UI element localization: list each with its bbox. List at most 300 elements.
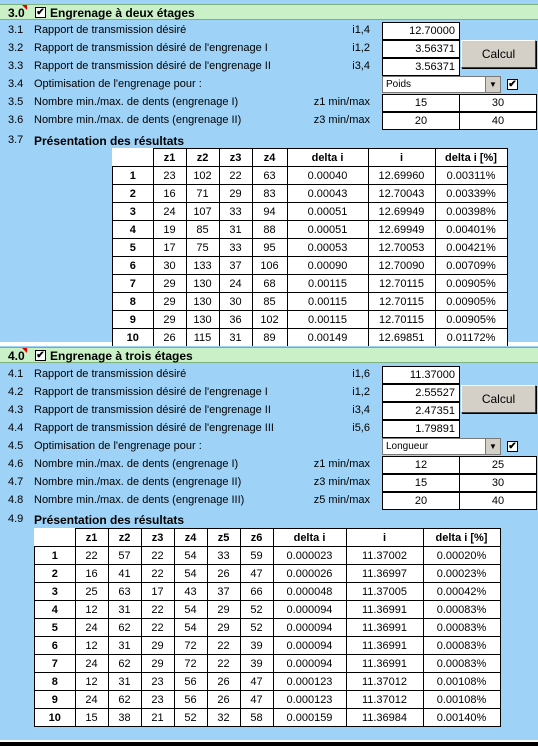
row-number: 3.1: [8, 24, 24, 36]
table-header-row: [35, 529, 501, 547]
value-field[interactable]: 2.55527: [382, 384, 460, 402]
table-cell: 11.37012: [346, 673, 423, 691]
table-cell: 12.70115: [368, 293, 435, 311]
row-label: Optimisation de l'engrenage pour :: [34, 440, 202, 452]
table-cell: 19: [153, 221, 186, 239]
table-cell: 130: [186, 275, 219, 293]
row-number: 4.8: [8, 494, 24, 506]
table-cell: 0.00053: [287, 239, 368, 257]
table-cell: 24: [153, 203, 186, 221]
table-cell: 57: [108, 547, 141, 565]
row-number: 3.4: [8, 78, 24, 90]
table-cell: 130: [186, 311, 219, 329]
table-cell: 24: [75, 691, 108, 709]
table-row: [35, 547, 501, 565]
table-cell: 22: [219, 167, 252, 185]
comment-marker-icon: [22, 5, 27, 10]
table-cell: 38: [108, 709, 141, 727]
table-cell: 22: [141, 547, 174, 565]
table-cell: 52: [240, 619, 273, 637]
results-title: Présentation des résultats: [34, 134, 185, 148]
table-cell: 4: [35, 601, 76, 619]
table-cell: 88: [252, 221, 287, 239]
value-field[interactable]: 3.56371: [382, 58, 460, 76]
table-cell: 54: [174, 565, 207, 583]
column-header: z4: [174, 529, 207, 547]
table-cell: 12.70053: [368, 239, 435, 257]
column-header: z1: [153, 149, 186, 167]
table-cell: 12.69960: [368, 167, 435, 185]
row-label: Rapport de transmission désiré de l'engrenage III: [34, 422, 274, 434]
table-cell: 12.69851: [368, 329, 435, 347]
select-value: Poids: [386, 79, 412, 90]
table-cell: 29: [153, 275, 186, 293]
optimisation-select[interactable]: [382, 438, 501, 455]
results-title: Présentation des résultats: [34, 513, 185, 527]
table-cell: 0.00311%: [435, 167, 507, 185]
table-cell: 15: [75, 709, 108, 727]
param-row: [0, 58, 538, 76]
table-cell: 130: [186, 293, 219, 311]
table-cell: 0.000026: [273, 565, 346, 583]
row-symbol: z1 min/max: [313, 96, 370, 108]
table-cell: 0.00023%: [423, 565, 500, 583]
max-value-field[interactable]: 25: [459, 456, 537, 474]
table-cell: 0.00042%: [423, 583, 500, 601]
table-cell: 5: [35, 619, 76, 637]
table-cell: 17: [153, 239, 186, 257]
table-cell: 24: [75, 619, 108, 637]
optimisation-checkbox[interactable]: ✔: [508, 79, 517, 90]
table-cell: 0.00020%: [423, 547, 500, 565]
table-cell: 29: [141, 637, 174, 655]
table-cell: 0.00043: [287, 185, 368, 203]
table-cell: 0.00115: [287, 311, 368, 329]
table-cell: 39: [240, 637, 273, 655]
table-cell: 75: [186, 239, 219, 257]
table-cell: 0.00083%: [423, 637, 500, 655]
section-number: 4.0: [8, 349, 25, 363]
section-4-header: [0, 347, 538, 363]
table-row: [35, 637, 501, 655]
row-symbol: z3 min/max: [313, 114, 370, 126]
table-row: [113, 185, 508, 203]
row-symbol: i1,2: [352, 42, 370, 54]
row-symbol: i3,4: [352, 60, 370, 72]
table-cell: 106: [252, 257, 287, 275]
row-number: 4.1: [8, 368, 24, 380]
column-header: delta i: [287, 149, 368, 167]
table-cell: 0.01172%: [435, 329, 507, 347]
table-row: [35, 601, 501, 619]
row-label: Nombre min./max. de dents (engrenage II): [34, 476, 242, 488]
param-row: [0, 456, 538, 474]
table-cell: 115: [186, 329, 219, 347]
table-cell: 12.70115: [368, 275, 435, 293]
table-row: [35, 583, 501, 601]
table-cell: 12.70090: [368, 257, 435, 275]
table-cell: 62: [108, 619, 141, 637]
table-cell: 11.36991: [346, 619, 423, 637]
max-value-field[interactable]: 40: [459, 492, 537, 510]
table-cell: 133: [186, 257, 219, 275]
table-cell: 0.000123: [273, 691, 346, 709]
table-cell: 72: [174, 637, 207, 655]
table-cell: 0.00115: [287, 275, 368, 293]
param-row: [0, 94, 538, 112]
table-cell: 12.70043: [368, 185, 435, 203]
table-row: [35, 709, 501, 727]
calcul-button-3[interactable]: Calcul: [461, 40, 536, 68]
table-cell: 54: [174, 547, 207, 565]
table-cell: 23: [141, 691, 174, 709]
section-3-checkbox[interactable]: ✔: [36, 7, 45, 18]
max-value-field[interactable]: 30: [459, 94, 537, 112]
row-symbol: i1,2: [352, 386, 370, 398]
row-label: Rapport de transmission désiré: [34, 368, 187, 380]
select-value: Longueur: [386, 441, 429, 452]
table-cell: 7: [113, 275, 154, 293]
table-cell: 6: [35, 637, 76, 655]
table-row: [35, 673, 501, 691]
table-row: [35, 691, 501, 709]
table-cell: 52: [174, 709, 207, 727]
row-label: Nombre min./max. de dents (engrenage II): [34, 114, 242, 126]
table-cell: 12: [75, 637, 108, 655]
table-row: [113, 167, 508, 185]
table-row: [113, 221, 508, 239]
table-cell: 11.37012: [346, 691, 423, 709]
param-row: [0, 76, 538, 94]
table-row: [113, 329, 508, 347]
column-header: z1: [75, 529, 108, 547]
param-row: [0, 402, 538, 420]
table-cell: 30: [219, 293, 252, 311]
table-cell: 0.000023: [273, 547, 346, 565]
column-header: z6: [240, 529, 273, 547]
corner-cell: [35, 529, 76, 547]
row-number: 4.7: [8, 476, 24, 488]
table-cell: 71: [186, 185, 219, 203]
table-cell: 0.00905%: [435, 311, 507, 329]
table-cell: 24: [75, 655, 108, 673]
table-cell: 0.00905%: [435, 275, 507, 293]
param-row: [0, 438, 538, 456]
table-cell: 72: [174, 655, 207, 673]
results-heading-4: [0, 511, 538, 529]
row-label: Rapport de transmission désiré: [34, 24, 187, 36]
table-cell: 26: [207, 691, 240, 709]
table-cell: 26: [153, 329, 186, 347]
table-cell: 102: [252, 311, 287, 329]
table-cell: 0.00090: [287, 257, 368, 275]
column-header: z3: [219, 149, 252, 167]
column-header: z5: [207, 529, 240, 547]
row-symbol: z1 min/max: [313, 458, 370, 470]
table-cell: 0.00905%: [435, 293, 507, 311]
table-cell: 43: [174, 583, 207, 601]
table-cell: 29: [153, 293, 186, 311]
max-value-field[interactable]: 30: [459, 474, 537, 492]
table-cell: 12: [75, 673, 108, 691]
table-cell: 33: [219, 239, 252, 257]
table-cell: 12.69949: [368, 221, 435, 239]
table-cell: 0.00051: [287, 203, 368, 221]
row-label: Nombre min./max. de dents (engrenage I): [34, 96, 239, 108]
table-cell: 39: [240, 655, 273, 673]
row-symbol: i5,6: [352, 422, 370, 434]
table-cell: 31: [219, 221, 252, 239]
comment-marker-icon: [22, 348, 27, 353]
section-3-header: [0, 4, 538, 20]
param-row: [0, 366, 538, 384]
table-cell: 8: [35, 673, 76, 691]
param-row: [0, 384, 538, 402]
table-cell: 0.00083%: [423, 655, 500, 673]
table-cell: 62: [108, 691, 141, 709]
table-cell: 0.00398%: [435, 203, 507, 221]
optimisation-select[interactable]: [382, 76, 501, 93]
row-number: 3.6: [8, 114, 24, 126]
row-label: Rapport de transmission désiré de l'engrenage I: [34, 42, 268, 54]
table-cell: 12.69949: [368, 203, 435, 221]
table-cell: 0.000123: [273, 673, 346, 691]
row-number: 4.6: [8, 458, 24, 470]
table-cell: 0.00040: [287, 167, 368, 185]
table-cell: 29: [153, 311, 186, 329]
row-symbol: i1,6: [352, 368, 370, 380]
table-cell: 1: [113, 167, 154, 185]
param-row: [0, 420, 538, 438]
table-cell: 22: [207, 655, 240, 673]
param-row: [0, 40, 538, 58]
table-cell: 0.000048: [273, 583, 346, 601]
table-row: [35, 655, 501, 673]
column-header: delta i: [273, 529, 346, 547]
table-cell: 36: [219, 311, 252, 329]
row-number: 4.2: [8, 386, 24, 398]
table-cell: 54: [174, 619, 207, 637]
row-number: 4.5: [8, 440, 24, 452]
table-cell: 0.000159: [273, 709, 346, 727]
table-row: [113, 257, 508, 275]
table-cell: 22: [141, 565, 174, 583]
row-number: 3.3: [8, 60, 24, 72]
table-cell: 11.36991: [346, 637, 423, 655]
table-cell: 47: [240, 691, 273, 709]
row-number: 3.5: [8, 96, 24, 108]
value-field[interactable]: 15: [382, 474, 460, 492]
table-cell: 0.00709%: [435, 257, 507, 275]
row-number: 4.4: [8, 422, 24, 434]
table-cell: 31: [108, 637, 141, 655]
param-row: [0, 492, 538, 510]
table-cell: 95: [252, 239, 287, 257]
table-cell: 0.000094: [273, 619, 346, 637]
table-cell: 52: [240, 601, 273, 619]
row-label: Rapport de transmission désiré de l'engrenage II: [34, 60, 271, 72]
row-label: Rapport de transmission désiré de l'engrenage I: [34, 386, 268, 398]
table-cell: 11.37002: [346, 547, 423, 565]
table-cell: 26: [207, 673, 240, 691]
table-cell: 10: [113, 329, 154, 347]
table-cell: 16: [153, 185, 186, 203]
table-cell: 22: [75, 547, 108, 565]
table-cell: 11.36997: [346, 565, 423, 583]
table-cell: 26: [207, 565, 240, 583]
table-cell: 29: [207, 619, 240, 637]
table-cell: 23: [153, 167, 186, 185]
table-cell: 56: [174, 691, 207, 709]
table-cell: 11.36984: [346, 709, 423, 727]
table-cell: 66: [240, 583, 273, 601]
row-symbol: i1,4: [352, 24, 370, 36]
table-row: [113, 293, 508, 311]
table-cell: 2: [113, 185, 154, 203]
table-cell: 37: [219, 257, 252, 275]
table-cell: 1: [35, 547, 76, 565]
table-cell: 85: [252, 293, 287, 311]
section-title: Engrenage à trois étages: [50, 349, 193, 363]
table-cell: 25: [75, 583, 108, 601]
row-number: 3.7: [8, 134, 24, 146]
table-cell: 0.000094: [273, 655, 346, 673]
table-row: [113, 203, 508, 221]
row-symbol: i3,4: [352, 404, 370, 416]
table-cell: 41: [108, 565, 141, 583]
row-number: 3.2: [8, 42, 24, 54]
table-cell: 31: [108, 673, 141, 691]
row-number: 4.3: [8, 404, 24, 416]
max-value-field[interactable]: 40: [459, 112, 537, 130]
table-cell: 9: [113, 311, 154, 329]
table-cell: 0.00051: [287, 221, 368, 239]
table-cell: 107: [186, 203, 219, 221]
table-cell: 9: [35, 691, 76, 709]
value-field[interactable]: 20: [382, 112, 460, 130]
value-field[interactable]: 20: [382, 492, 460, 510]
column-header: z3: [141, 529, 174, 547]
column-header: z2: [186, 149, 219, 167]
table-cell: 30: [153, 257, 186, 275]
value-field[interactable]: 15: [382, 94, 460, 112]
table-cell: 0.00115: [287, 293, 368, 311]
column-header: z2: [108, 529, 141, 547]
table-cell: 32: [207, 709, 240, 727]
table-row: [35, 565, 501, 583]
param-row: [0, 112, 538, 130]
value-field[interactable]: 12.70000: [382, 22, 460, 40]
row-label: Nombre min./max. de dents (engrenage III): [34, 494, 245, 506]
table-cell: 0.00149: [287, 329, 368, 347]
table-cell: 3: [113, 203, 154, 221]
row-symbol: z3 min/max: [313, 476, 370, 488]
table-cell: 2: [35, 565, 76, 583]
table-cell: 33: [207, 547, 240, 565]
table-cell: 54: [174, 601, 207, 619]
table-cell: 31: [108, 601, 141, 619]
table-cell: 22: [207, 637, 240, 655]
row-symbol: z5 min/max: [313, 494, 370, 506]
value-field[interactable]: 2.47351: [382, 402, 460, 420]
table-cell: 11.36991: [346, 655, 423, 673]
table-row: [113, 239, 508, 257]
table-cell: 4: [113, 221, 154, 239]
table-cell: 31: [219, 329, 252, 347]
value-field[interactable]: 3.56371: [382, 40, 460, 58]
table-cell: 0.00421%: [435, 239, 507, 257]
column-header: i: [346, 529, 423, 547]
chevron-down-icon[interactable]: ▼: [485, 439, 500, 454]
table-cell: 29: [219, 185, 252, 203]
chevron-down-icon[interactable]: ▼: [485, 77, 500, 92]
optimisation-checkbox[interactable]: ✔: [508, 441, 517, 452]
table-cell: 58: [240, 709, 273, 727]
table-cell: 85: [186, 221, 219, 239]
table-cell: 68: [252, 275, 287, 293]
table-cell: 0.00140%: [423, 709, 500, 727]
table-cell: 63: [252, 167, 287, 185]
results-table-4: [34, 528, 501, 727]
table-row: [35, 619, 501, 637]
table-cell: 21: [141, 709, 174, 727]
table-cell: 8: [113, 293, 154, 311]
param-row: [0, 474, 538, 492]
table-header-row: [113, 149, 508, 167]
section-4-checkbox[interactable]: ✔: [36, 350, 45, 361]
table-cell: 23: [141, 673, 174, 691]
table-cell: 0.00339%: [435, 185, 507, 203]
table-cell: 22: [141, 619, 174, 637]
table-cell: 22: [141, 601, 174, 619]
table-cell: 59: [240, 547, 273, 565]
table-cell: 89: [252, 329, 287, 347]
table-cell: 47: [240, 673, 273, 691]
table-cell: 56: [174, 673, 207, 691]
table-row: [113, 275, 508, 293]
table-cell: 63: [108, 583, 141, 601]
value-field[interactable]: 12: [382, 456, 460, 474]
calcul-button-4[interactable]: Calcul: [461, 385, 536, 413]
table-cell: 0.00401%: [435, 221, 507, 239]
table-cell: 12: [75, 601, 108, 619]
table-cell: 29: [141, 655, 174, 673]
row-number: 4.9: [8, 513, 24, 525]
table-cell: 24: [219, 275, 252, 293]
table-cell: 0.00108%: [423, 691, 500, 709]
column-header: delta i [%]: [423, 529, 500, 547]
table-cell: 16: [75, 565, 108, 583]
param-row: [0, 22, 538, 40]
value-field[interactable]: 11.37000: [382, 366, 460, 384]
table-cell: 83: [252, 185, 287, 203]
results-table-3: [112, 148, 508, 347]
table-cell: 102: [186, 167, 219, 185]
column-header: i: [368, 149, 435, 167]
table-cell: 11.36991: [346, 601, 423, 619]
table-cell: 29: [207, 601, 240, 619]
table-cell: 37: [207, 583, 240, 601]
table-cell: 0.00108%: [423, 673, 500, 691]
value-field[interactable]: 1.79891: [382, 420, 460, 438]
row-label: Rapport de transmission désiré de l'engrenage II: [34, 404, 271, 416]
table-cell: 0.00083%: [423, 619, 500, 637]
section-title: Engrenage à deux étages: [50, 6, 195, 20]
table-cell: 0.000094: [273, 637, 346, 655]
table-cell: 47: [240, 565, 273, 583]
table-cell: 12.70115: [368, 311, 435, 329]
row-label: Optimisation de l'engrenage pour :: [34, 78, 202, 90]
